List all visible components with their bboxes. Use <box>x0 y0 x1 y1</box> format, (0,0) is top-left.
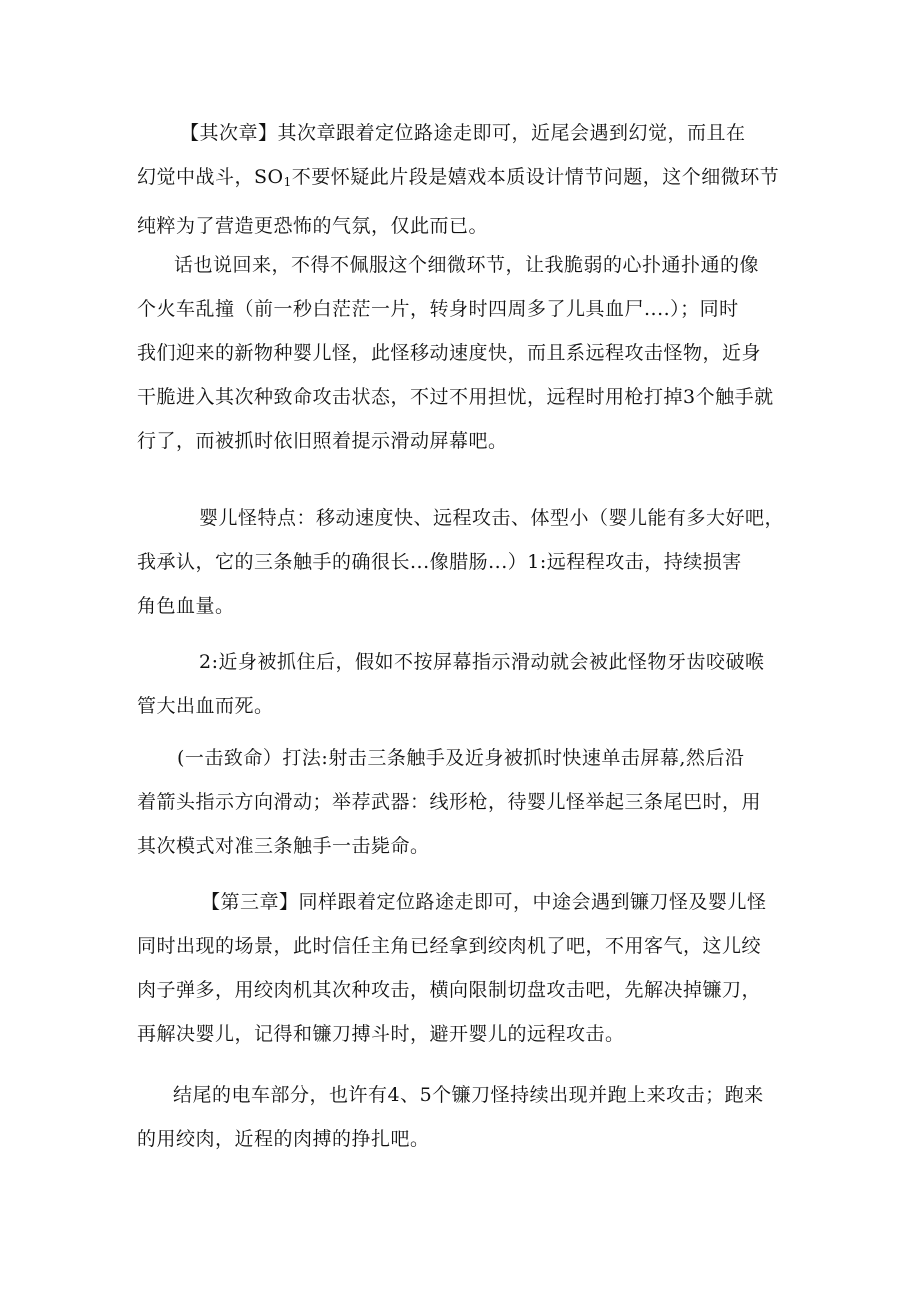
text-segment: 幻觉中战斗，SO <box>137 166 284 188</box>
paragraph-tram-ending <box>137 1073 787 1161</box>
text-line: 同时出现的场景，此时信任主角已经拿到绞肉机了吧，不用客气，这儿绞 <box>137 935 762 957</box>
text-line: 我们迎来的新物种婴儿怪，此怪移动速度快，而且系远程攻击怪物，近身 <box>137 342 762 364</box>
text-line: 我承认，它的三条触手的确很长...像腊肠...）1:远程程攻击，持续损害 <box>137 551 742 573</box>
subscript: 1 <box>283 175 292 189</box>
text-segment: 不要怀疑此片段是嬉戏本质设计情节问题，这个细微环节 <box>291 166 780 188</box>
text-line: 的用绞肉，近程的肉搏的挣扎吧。 <box>137 1128 430 1150</box>
text-line: 2:近身被抓住后，假如不按屏幕指示滑动就会被此怪物牙齿咬破喉 <box>199 651 765 673</box>
text-line: 行了，而被抓时依旧照着提示滑动屏幕吧。 <box>137 430 508 452</box>
text-line: 再解决婴儿，记得和镰刀搏斗时，避开婴儿的远程攻击。 <box>137 1023 625 1045</box>
text-line: 角色血量。 <box>137 595 235 617</box>
text-line: 婴儿怪特点：移动速度快、远程攻击、体型小（婴儿能有多大好吧， <box>199 507 785 529</box>
text-line: (一击致命）打法:射击三条触手及近身被抓时快速单击屏幕,然后沿 <box>177 747 745 769</box>
text-line: 结尾的电车部分，也许有4、5个镰刀怪持续出现并跑上来攻击；跑来 <box>173 1084 764 1106</box>
text-line <box>137 155 787 204</box>
text-line: 【第三章】同样跟着定位路途走即可，中途会遇到镰刀怪及婴儿怪 <box>201 891 767 913</box>
text-line: 【其次章】其次章跟着定位路途走即可，近尾会遇到幻觉，而且在 <box>180 122 746 144</box>
text-line: 其次模式对准三条触手一击毙命。 <box>137 835 430 857</box>
text-line: 个火车乱撞（前一秒白茫茫一片，转身时四周多了儿具血尸....）；同时 <box>137 298 739 320</box>
text-line: 管大出血而死。 <box>137 695 274 717</box>
paragraph-point-two <box>137 640 787 728</box>
text-line: 话也说回来，不得不佩服这个细微环节，让我脆弱的心扑通扑通的像 <box>174 254 760 276</box>
text-line: 着箭头指示方向滑动；举荐武器：线形枪，待婴儿怪举起三条尾巴时，用 <box>137 791 762 813</box>
paragraph-baby-monster-traits <box>137 496 787 628</box>
paragraph-comment <box>137 243 787 463</box>
paragraph-chapter-three <box>137 880 787 1056</box>
paragraph-chapter-two <box>137 111 787 248</box>
paragraph-tactics <box>137 736 787 868</box>
text-line: 纯粹为了营造更恐怖的气氛，仅此而已。 <box>137 215 489 237</box>
text-line: 干脆进入其次种致命攻击状态，不过不用担忧，远程时用枪打掉3个触手就 <box>137 386 774 408</box>
text-line: 肉子弹多，用绞肉机其次种攻击，横向限制切盘攻击吧，先解决掉镰刀， <box>137 979 762 1001</box>
